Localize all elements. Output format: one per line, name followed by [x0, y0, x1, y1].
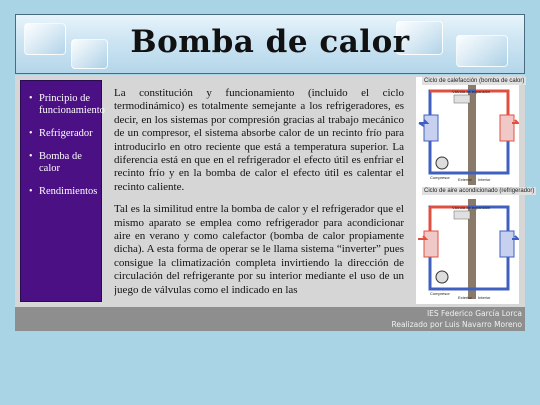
interior-text: Interior — [478, 295, 491, 300]
compressor-text: Compresor — [430, 291, 450, 296]
valve-text: Válvula de expansión — [452, 89, 491, 94]
sidebar-item-label: Bomba de calor — [39, 151, 82, 174]
compressor-text: Compresor — [430, 175, 450, 180]
exterior-text: Exterior — [458, 177, 472, 182]
paragraph-2: Tal es la similitud entre la bomba de calor y el refrigerador que el mismo aparato se emplea como refrigerador para acondicionar aire en verano y como calefactor (bomba de calor propiamente dicha). A esta forma de operar se le llama sistema “inverter” pues consigue la climatización completa invirtiendo la dirección de circulación del refrigerante por su interior mediante el uso de un juego de válvulas como el indicado en las — [114, 203, 404, 296]
top-diagram-caption: Ciclo de calefacción (bomba de calor) — [424, 78, 525, 84]
footer-school: IES Federico García Lorca — [426, 309, 522, 318]
valve-text: Válvula de expansión — [452, 205, 491, 210]
footer-author: Realizado por Luis Navarro Moreno — [391, 320, 522, 329]
content-area — [15, 75, 535, 307]
footer-bar — [15, 307, 525, 331]
sidebar-item-refrigerador[interactable] — [29, 128, 101, 140]
compressor-icon — [436, 271, 448, 283]
sidebar-item-label: Refrigerador — [39, 128, 93, 139]
evaporator-coil — [424, 115, 438, 141]
sidebar-item-label: Rendimientos — [39, 186, 98, 197]
exterior-text: Exterior — [458, 295, 472, 300]
bullet-icon: • — [29, 128, 33, 139]
title-banner — [15, 14, 525, 74]
evaporator-coil — [500, 231, 514, 257]
body-text — [114, 87, 404, 303]
compressor-icon — [436, 157, 448, 169]
page-title: Bomba de calor — [130, 24, 410, 60]
bullet-icon: • — [29, 93, 33, 104]
expansion-valve — [454, 95, 470, 103]
sidebar-item-bomba-de-calor[interactable] — [29, 151, 101, 175]
bottom-diagram-caption: Ciclo de aire acondicionado (refrigerador) — [424, 188, 535, 194]
bullet-icon: • — [29, 186, 33, 197]
heat-pump-diagram — [416, 77, 535, 304]
expansion-valve — [454, 211, 470, 219]
sidebar-item-principio[interactable] — [29, 93, 105, 117]
sidebar-item-rendimientos[interactable] — [29, 186, 101, 198]
condenser-coil — [424, 231, 438, 257]
sidebar-item-label: Principio de funcionamiento — [39, 93, 105, 116]
sidebar-nav — [20, 80, 105, 302]
bullet-icon: • — [29, 151, 33, 162]
condenser-coil — [500, 115, 514, 141]
paragraph-1: La constitución y funcionamiento (incluido el ciclo termodinámico) es totalmente semejante a los refrigeradores, es decir, en los sistemas por compresión gracias al trabajo mecánico de un compresor, el sistema absorbe calor de un recinto frío para introducirlo en otro reciente que está a temperatura superior. La diferencia está en que en el refrigerador el efecto útil es enfriar el recinto frío y en la bomba de calor el efecto útil es calentar el recinto caliente. — [114, 87, 404, 193]
interior-text: Interior — [478, 177, 491, 182]
